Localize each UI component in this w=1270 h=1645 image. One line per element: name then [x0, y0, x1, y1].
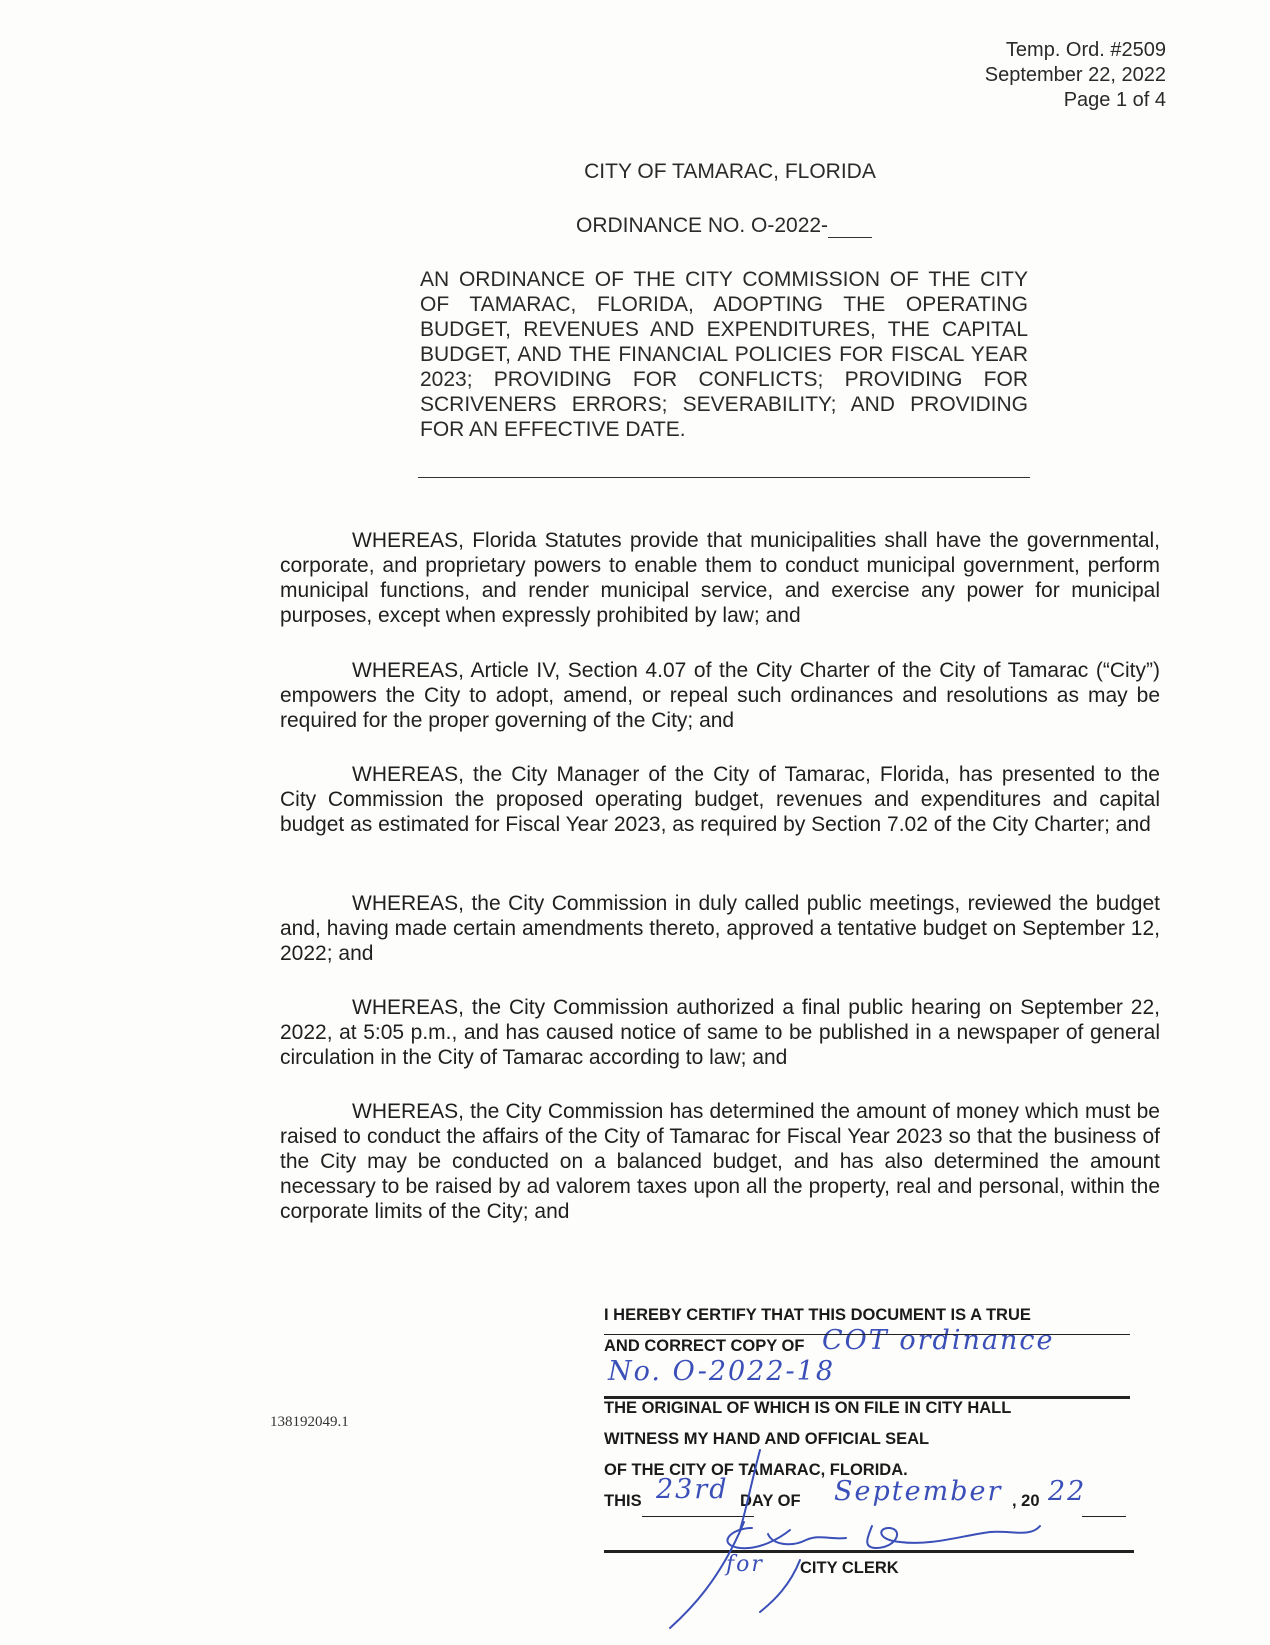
whereas-paragraph-2: WHEREAS, Article IV, Section 4.07 of the City Charter of the City of Tamarac (“City”) empowers the City to adopt, amend, or repeal such ordinances and resolutions as may be required for the proper governing of the City; and	[280, 659, 1160, 732]
cert-underline-year	[1082, 1516, 1126, 1517]
page-number: Page 1 of 4	[1063, 89, 1166, 111]
handwritten-year: 22	[1048, 1476, 1087, 1507]
document-id: 138192049.1	[270, 1414, 349, 1430]
whereas-paragraph-1: WHEREAS, Florida Statutes provide that municipalities shall have the governmental, corporate, and proprietary powers to enable them to conduct municipal government, perform municipal functions, and render municipal service, and exercise any power for municipal purposes, except when expressly prohibited by law; and	[280, 529, 1160, 627]
whereas-paragraph-5: WHEREAS, the City Commission authorized a final public hearing on September 22, 2022, at 5:05 p.m., and has caused notice of same to be published in a newspaper of general circulation in the City of Tamarac according to law; and	[280, 996, 1160, 1069]
cert-clerk-label: CITY CLERK	[800, 1559, 899, 1577]
cert-copy-of-label: AND CORRECT COPY OF	[604, 1337, 805, 1355]
cert-year-prefix: , 20	[1012, 1492, 1040, 1510]
document-header	[985, 38, 1166, 113]
handwritten-ordinance-name: COT ordinance	[822, 1325, 1055, 1356]
handwritten-day: 23rd	[656, 1474, 729, 1505]
cert-line-5: OF THE CITY OF TAMARAC, FLORIDA.	[604, 1461, 908, 1479]
handwritten-ordinance-number: No. O-2022-18	[608, 1356, 836, 1387]
cert-line-4: WITNESS MY HAND AND OFFICIAL SEAL	[604, 1430, 930, 1448]
ordinance-number-label: ORDINANCE NO. O-2022-	[576, 214, 829, 237]
cert-date-line	[604, 1474, 1144, 1517]
cert-signature-line	[604, 1517, 1144, 1553]
title-underline	[418, 477, 1030, 478]
ordinance-number	[576, 214, 872, 238]
cert-line-3: THE ORIGINAL OF WHICH IS ON FILE IN CITY HALL	[604, 1399, 1012, 1417]
handwritten-month: September	[834, 1476, 1003, 1507]
ordinance-number-blank	[828, 217, 872, 238]
cert-clerk-line	[604, 1553, 1144, 1584]
cert-this-label: THIS	[604, 1492, 642, 1510]
city-heading: CITY OF TAMARAC, FLORIDA	[584, 160, 876, 183]
cert-underline-day	[642, 1516, 754, 1517]
cert-underline-copy-of	[604, 1334, 1130, 1335]
whereas-paragraph-4: WHEREAS, the City Commission in duly called public meetings, reviewed the budget and, having made certain amendments thereto, approved a tentative budget on September 12, 2022; and	[280, 892, 1160, 965]
whereas-paragraph-6: WHEREAS, the City Commission has determined the amount of money which must be raised to conduct the affairs of the City of Tamarac for Fiscal Year 2023 so that the business of the City may be conducted on a balanced budget, and has also determined the amount necessary to be raised by ad valorem taxes upon all the property, real and personal, within the corporate limits of the City; and	[280, 1100, 1160, 1223]
cert-line-handwritten	[604, 1356, 1144, 1393]
cert-day-of-label: DAY OF	[740, 1492, 801, 1510]
cert-line-1: I HEREBY CERTIFY THAT THIS DOCUMENT IS A TRUE	[604, 1306, 1031, 1324]
ordinance-title: AN ORDINANCE OF THE CITY COMMISSION OF THE CITY OF TAMARAC, FLORIDA, ADOPTING THE OPERATING BUDGET, REVENUES AND EXPENDITURES, THE CAPITAL BUDGET, AND THE FINANCIAL POLICIES FOR FISCAL YEAR 2023; PROVIDING FOR CONFLICTS; PROVIDING FOR SCRIVENERS ERRORS; SEVERABILITY; AND PROVIDING FOR AN EFFECTIVE DATE.	[420, 268, 1028, 441]
handwritten-for: for	[726, 1552, 764, 1577]
temp-ord-number: Temp. Ord. #2509	[1005, 39, 1166, 61]
cert-underline-signature	[604, 1550, 1134, 1553]
certification-stamp	[604, 1300, 1144, 1584]
header-date: September 22, 2022	[984, 64, 1166, 86]
whereas-paragraph-3: WHEREAS, the City Manager of the City of Tamarac, Florida, has presented to the City Commission the proposed operating budget, revenues and expenditures and capital budget as estimated for Fiscal Year 2023, as required by Section 7.02 of the City Charter; and	[280, 763, 1160, 836]
cert-underline-ordinance	[604, 1396, 1130, 1399]
